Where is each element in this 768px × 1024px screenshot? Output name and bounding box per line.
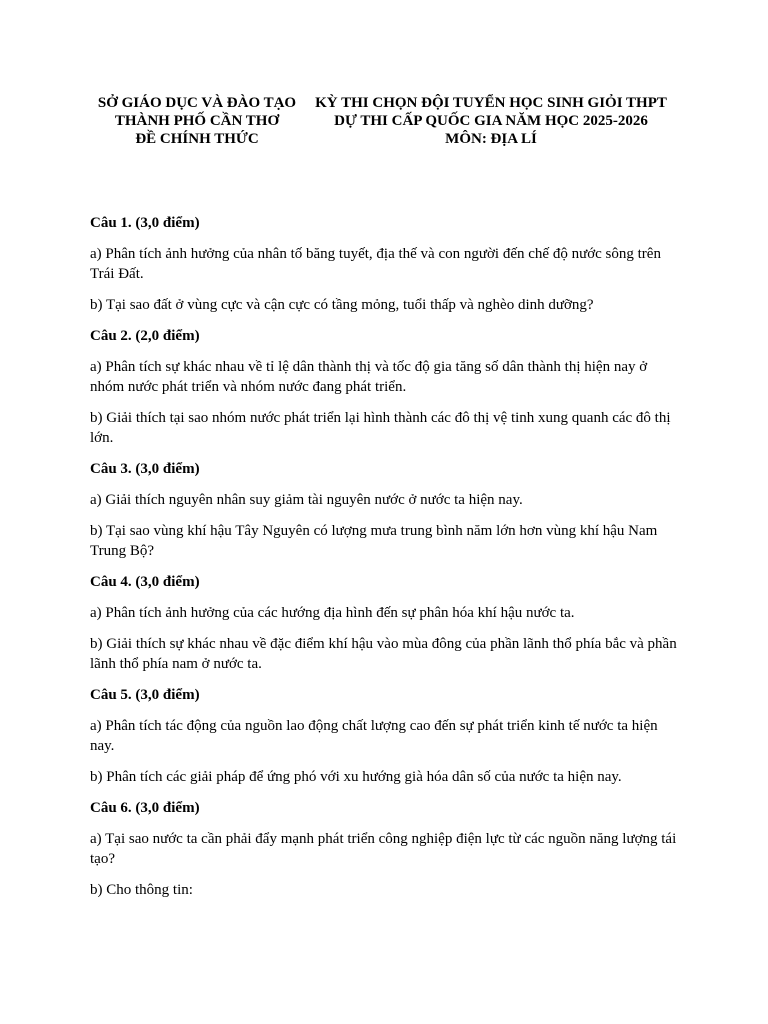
question-3 [90,459,678,561]
question-title: Câu 1. (3,0 điểm) [90,215,200,231]
question-part-b: b) Cho thông tin: [90,882,193,898]
exam-year: DỰ THI CẤP QUỐC GIA NĂM HỌC 2025-2026 [334,113,648,129]
question-title: Câu 5. (3,0 điểm) [90,687,200,703]
question-title: Câu 3. (3,0 điểm) [90,461,200,477]
question-2 [90,326,678,448]
question-part-b: b) Phân tích các giải pháp để ứng phó với xu hướng già hóa dân số của nước ta hiện nay. [90,769,622,785]
exam-info [308,94,674,148]
exam-content [90,213,678,911]
department-name: SỞ GIÁO DỤC VÀ ĐÀO TẠO [97,95,297,111]
question-part-b: b) Giải thích sự khác nhau về đặc điểm khí hậu vào mùa đông của phần lãnh thổ phía bắc và phần lãnh thổ phía nam ở nước ta. [90,636,677,672]
question-part-b: b) Tại sao vùng khí hậu Tây Nguyên có lượng mưa trung bình năm lớn hơn vùng khí hậu Nam Trung Bộ? [90,523,658,559]
question-6 [90,798,678,900]
question-part-a: a) Phân tích tác động của nguồn lao động chất lượng cao đến sự phát triển kinh tế nước ta hiện nay. [90,718,658,754]
exam-subject: MÔN: ĐỊA LÍ [445,131,537,147]
question-title: Câu 2. (2,0 điểm) [90,328,200,344]
question-title: Câu 6. (3,0 điểm) [90,800,200,816]
issuing-authority [92,94,302,148]
document-header [0,94,768,154]
question-5 [90,685,678,787]
question-part-b: b) Giải thích tại sao nhóm nước phát triển lại hình thành các đô thị vệ tinh xung quanh các đô thị lớn. [90,410,671,446]
question-title: Câu 4. (3,0 điểm) [90,574,200,590]
exam-name: KỲ THI CHỌN ĐỘI TUYỂN HỌC SINH GIỎI THPT [315,95,667,111]
question-part-b: b) Tại sao đất ở vùng cực và cận cực có tầng mỏng, tuổi thấp và nghèo dinh dưỡng? [90,297,594,313]
question-1 [90,213,678,315]
question-part-a: a) Giải thích nguyên nhân suy giảm tài nguyên nước ở nước ta hiện nay. [90,492,523,508]
question-4 [90,572,678,674]
question-part-a: a) Tại sao nước ta cần phải đẩy mạnh phát triển công nghiệp điện lực từ các nguồn năng lượng tái tạo? [90,831,677,867]
official-exam-label: ĐỀ CHÍNH THỨC [135,131,259,147]
question-part-a: a) Phân tích ảnh hưởng của nhân tố băng tuyết, địa thế và con người đến chế độ nước sông trên Trái Đất. [90,246,661,282]
city-name: THÀNH PHỐ CẦN THƠ [114,113,280,129]
question-part-a: a) Phân tích sự khác nhau về tỉ lệ dân thành thị và tốc độ gia tăng số dân thành thị hiện nay ở nhóm nước phát triển và nhóm nước đang phát triển. [90,359,648,395]
question-part-a: a) Phân tích ảnh hưởng của các hướng địa hình đến sự phân hóa khí hậu nước ta. [90,605,575,621]
